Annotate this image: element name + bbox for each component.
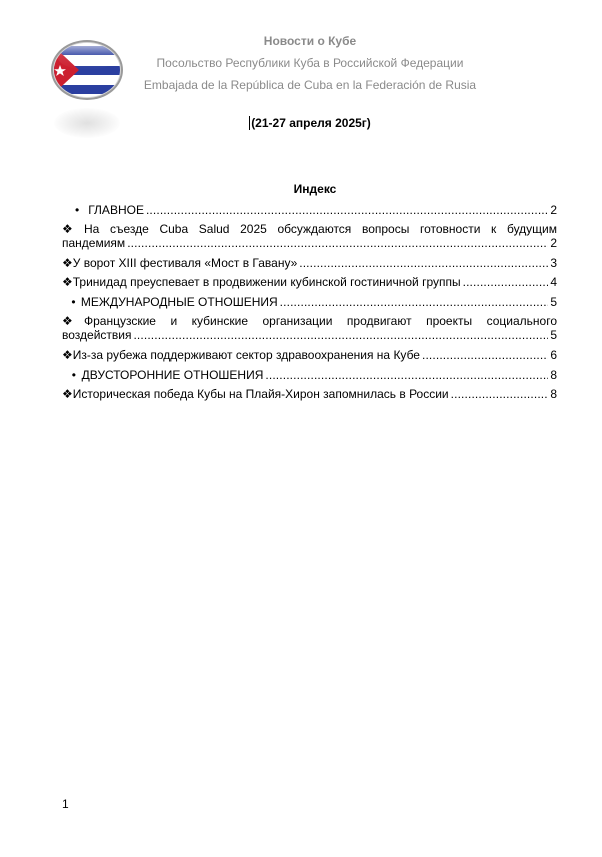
date-range[interactable]: (21-27 апреля 2025г)	[251, 116, 371, 130]
toc-section-main[interactable]	[62, 203, 557, 217]
dot-leader	[299, 256, 548, 270]
page-number: 1	[62, 797, 69, 811]
dot-leader	[133, 328, 548, 342]
toc-page-number: 6	[550, 348, 557, 362]
toc-item-health-support[interactable]	[62, 348, 557, 362]
toc-item-playa-giron[interactable]	[62, 387, 557, 401]
diamond-bullet-icon: ❖	[62, 387, 73, 401]
toc-entry-text: ГЛАВНОЕ	[88, 203, 144, 217]
toc-entry-line2: пандемиям	[62, 236, 126, 250]
bullet-dot-icon: •	[75, 203, 80, 217]
toc-section-bilateral[interactable]	[62, 368, 557, 382]
toc-page-number: 3	[550, 256, 557, 270]
toc-entry-line2: воздействия	[62, 328, 132, 342]
toc-item-french-cuban[interactable]	[62, 314, 557, 342]
toc-entry-line1: ❖ Французские и кубинские организации продвигают проекты социального	[62, 314, 557, 328]
toc-section-international[interactable]	[62, 295, 557, 309]
toc-entry-line1: ❖ На съезде Cuba Salud 2025 обсуждаются вопросы готовности к будущим	[62, 222, 557, 236]
bullet-dot-icon: •	[71, 368, 76, 382]
toc-entry-text: Историческая победа Кубы на Плайя-Хирон запомнилась в России	[72, 387, 449, 401]
dot-leader	[422, 348, 548, 362]
bullet-dot-icon: •	[71, 295, 76, 309]
dot-leader	[146, 203, 548, 217]
toc-entry-text: Тринидад преуспевает в продвижении кубинской гостиничной группы	[72, 275, 461, 289]
toc-page-number: 8	[550, 368, 557, 382]
dot-leader	[280, 295, 549, 309]
dot-leader	[463, 275, 549, 289]
toc-entry-text: Из-за рубежа поддерживают сектор здравоохранения на Кубе	[72, 348, 420, 362]
diamond-bullet-icon: ❖	[62, 256, 73, 270]
toc-page-number: 5	[550, 328, 557, 342]
diamond-bullet-icon: ❖	[62, 348, 73, 362]
header-embassy-es: Embajada de la República de Cuba en la Federación de Rusia	[143, 78, 477, 92]
toc-entry-text: ДВУСТОРОННИЕ ОТНОШЕНИЯ	[81, 368, 264, 382]
toc-entry-text: У ворот XIII фестиваля «Мост в Гавану»	[72, 256, 298, 270]
header-embassy-ru: Посольство Республики Куба в Российской Федерации	[156, 56, 464, 70]
diamond-bullet-icon: ❖	[62, 222, 73, 236]
toc-page-number: 2	[550, 203, 557, 217]
toc-page-number: 8	[550, 387, 557, 401]
dot-leader	[451, 387, 549, 401]
diamond-bullet-icon: ❖	[62, 275, 73, 289]
toc-item-cuba-salud[interactable]	[62, 222, 557, 250]
toc-entry-text: МЕЖДУНАРОДНЫЕ ОТНОШЕНИЯ	[80, 295, 278, 309]
index-title: Индекс	[293, 182, 337, 196]
toc-item-festival[interactable]	[62, 256, 557, 270]
diamond-bullet-icon: ❖	[62, 314, 73, 328]
toc-page-number: 5	[550, 295, 557, 309]
dot-leader	[265, 368, 548, 382]
dot-leader	[127, 236, 548, 250]
toc-page-number: 2	[550, 236, 557, 250]
toc-page-number: 4	[550, 275, 557, 289]
header-title: Новости о Кубе	[263, 34, 357, 48]
toc-item-trinidad[interactable]	[62, 275, 557, 289]
